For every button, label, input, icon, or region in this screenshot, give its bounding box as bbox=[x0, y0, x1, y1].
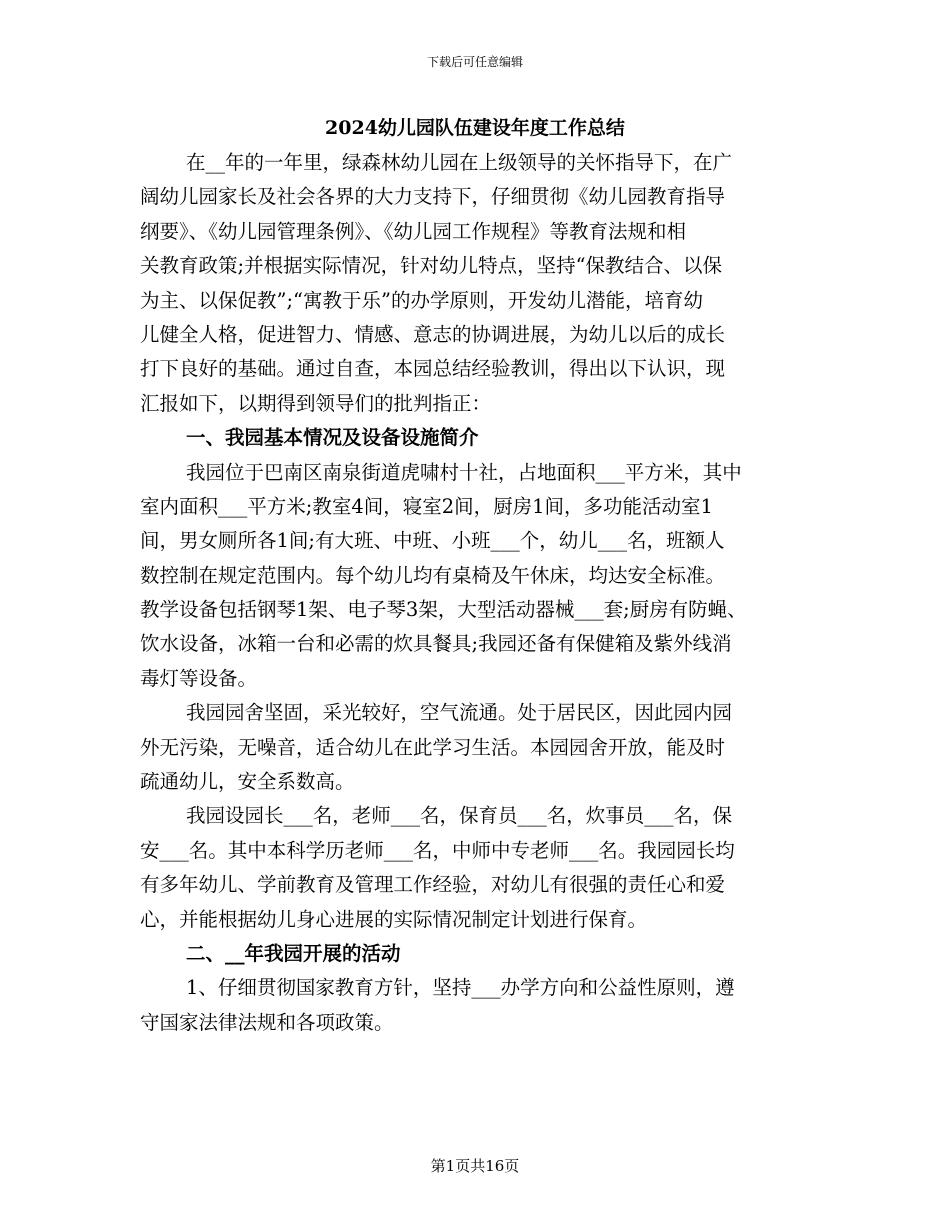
section-heading: 二、__年我园开展的活动 bbox=[186, 941, 401, 965]
body-text-line: 教学设备包括钢琴1架、电子琴3架，大型活动器械___套;厨房有防蝇、 bbox=[140, 598, 747, 622]
body-text-line: 守国家法律法规和各项政策。 bbox=[140, 1010, 394, 1034]
body-text-line: 疏通幼儿，安全系数高。 bbox=[140, 770, 355, 794]
body-text-line: 纲要》、《幼儿园管理条例》、《幼儿园工作规程》等教育法规和相 bbox=[140, 219, 687, 243]
body-text-line: 1、仔细贯彻国家教育方针，坚持___办学方向和公益性原则，遵 bbox=[186, 976, 735, 1000]
document-body bbox=[140, 146, 830, 1040]
body-text-line: 间，男女厕所各1间;有大班、中班、小班___个，幼儿___名，班额人 bbox=[140, 529, 725, 553]
body-text-line: 心，并能根据幼儿身心进展的实际情况制定计划进行保育。 bbox=[140, 907, 648, 931]
body-text-line: 室内面积___平方米;教室4间，寝室2间，厨房1间，多功能活动室1 bbox=[140, 494, 713, 518]
body-text-line: 有多年幼儿、学前教育及管理工作经验，对幼儿有很强的责任心和爱 bbox=[140, 873, 726, 897]
document-title: 2024幼儿园队伍建设年度工作总结 bbox=[325, 117, 625, 139]
body-text-line: 我园位于巴南区南泉街道虎啸村十社，占地面积___平方米，其中 bbox=[186, 460, 742, 484]
body-text-line: 阔幼儿园家长及社会各界的大力支持下，仔细贯彻《幼儿园教育指导 bbox=[140, 185, 726, 209]
body-text-line: 打下良好的基础。通过自查，本园总结经验教训，得出以下认识，现 bbox=[140, 357, 726, 381]
body-text-line: 饮水设备，冰箱一台和必需的炊具餐具;我园还备有保健箱及紫外线消 bbox=[140, 632, 732, 656]
body-text-line: 毒灯等设备。 bbox=[140, 666, 258, 690]
body-text-line: 儿健全人格，促进智力、情感、意志的协调进展，为幼儿以后的成长 bbox=[140, 322, 726, 346]
body-text-line: 汇报如下，以期得到领导们的批判指正： bbox=[140, 391, 492, 415]
body-text-line: 我园设园长___名，老师___名，保育员___名，炊事员___名，保 bbox=[186, 804, 733, 828]
header-note: 下载后可任意编辑 bbox=[426, 55, 523, 69]
body-text-line: 在__年的一年里，绿森林幼儿园在上级领导的关怀指导下，在广 bbox=[186, 151, 733, 174]
body-text-line: 数控制在规定范围内。每个幼儿均有桌椅及午休床，均达安全标准。 bbox=[140, 563, 726, 587]
body-text-line: 外无污染，无噪音，适合幼儿在此学习生活。本园园舍开放，能及时 bbox=[140, 735, 726, 759]
body-text-line: 安___名。其中本科学历老师___名，中师中专老师___名。我园园长均 bbox=[140, 838, 735, 862]
body-text-line: 为主、以保促教”;“寓教于乐”的办学原则，开发幼儿潜能，培育幼 bbox=[140, 288, 703, 312]
body-text-line: 我园园舍坚固，采光较好，空气流通。处于居民区，因此园内园 bbox=[186, 701, 733, 725]
page-footer: 第1页共16页 bbox=[430, 1157, 520, 1175]
section-heading: 一、我园基本情况及设备设施简介 bbox=[186, 426, 479, 450]
body-text-line: 关教育政策;并根据实际情况，针对幼儿特点，坚持“保教结合、以保 bbox=[140, 254, 723, 278]
